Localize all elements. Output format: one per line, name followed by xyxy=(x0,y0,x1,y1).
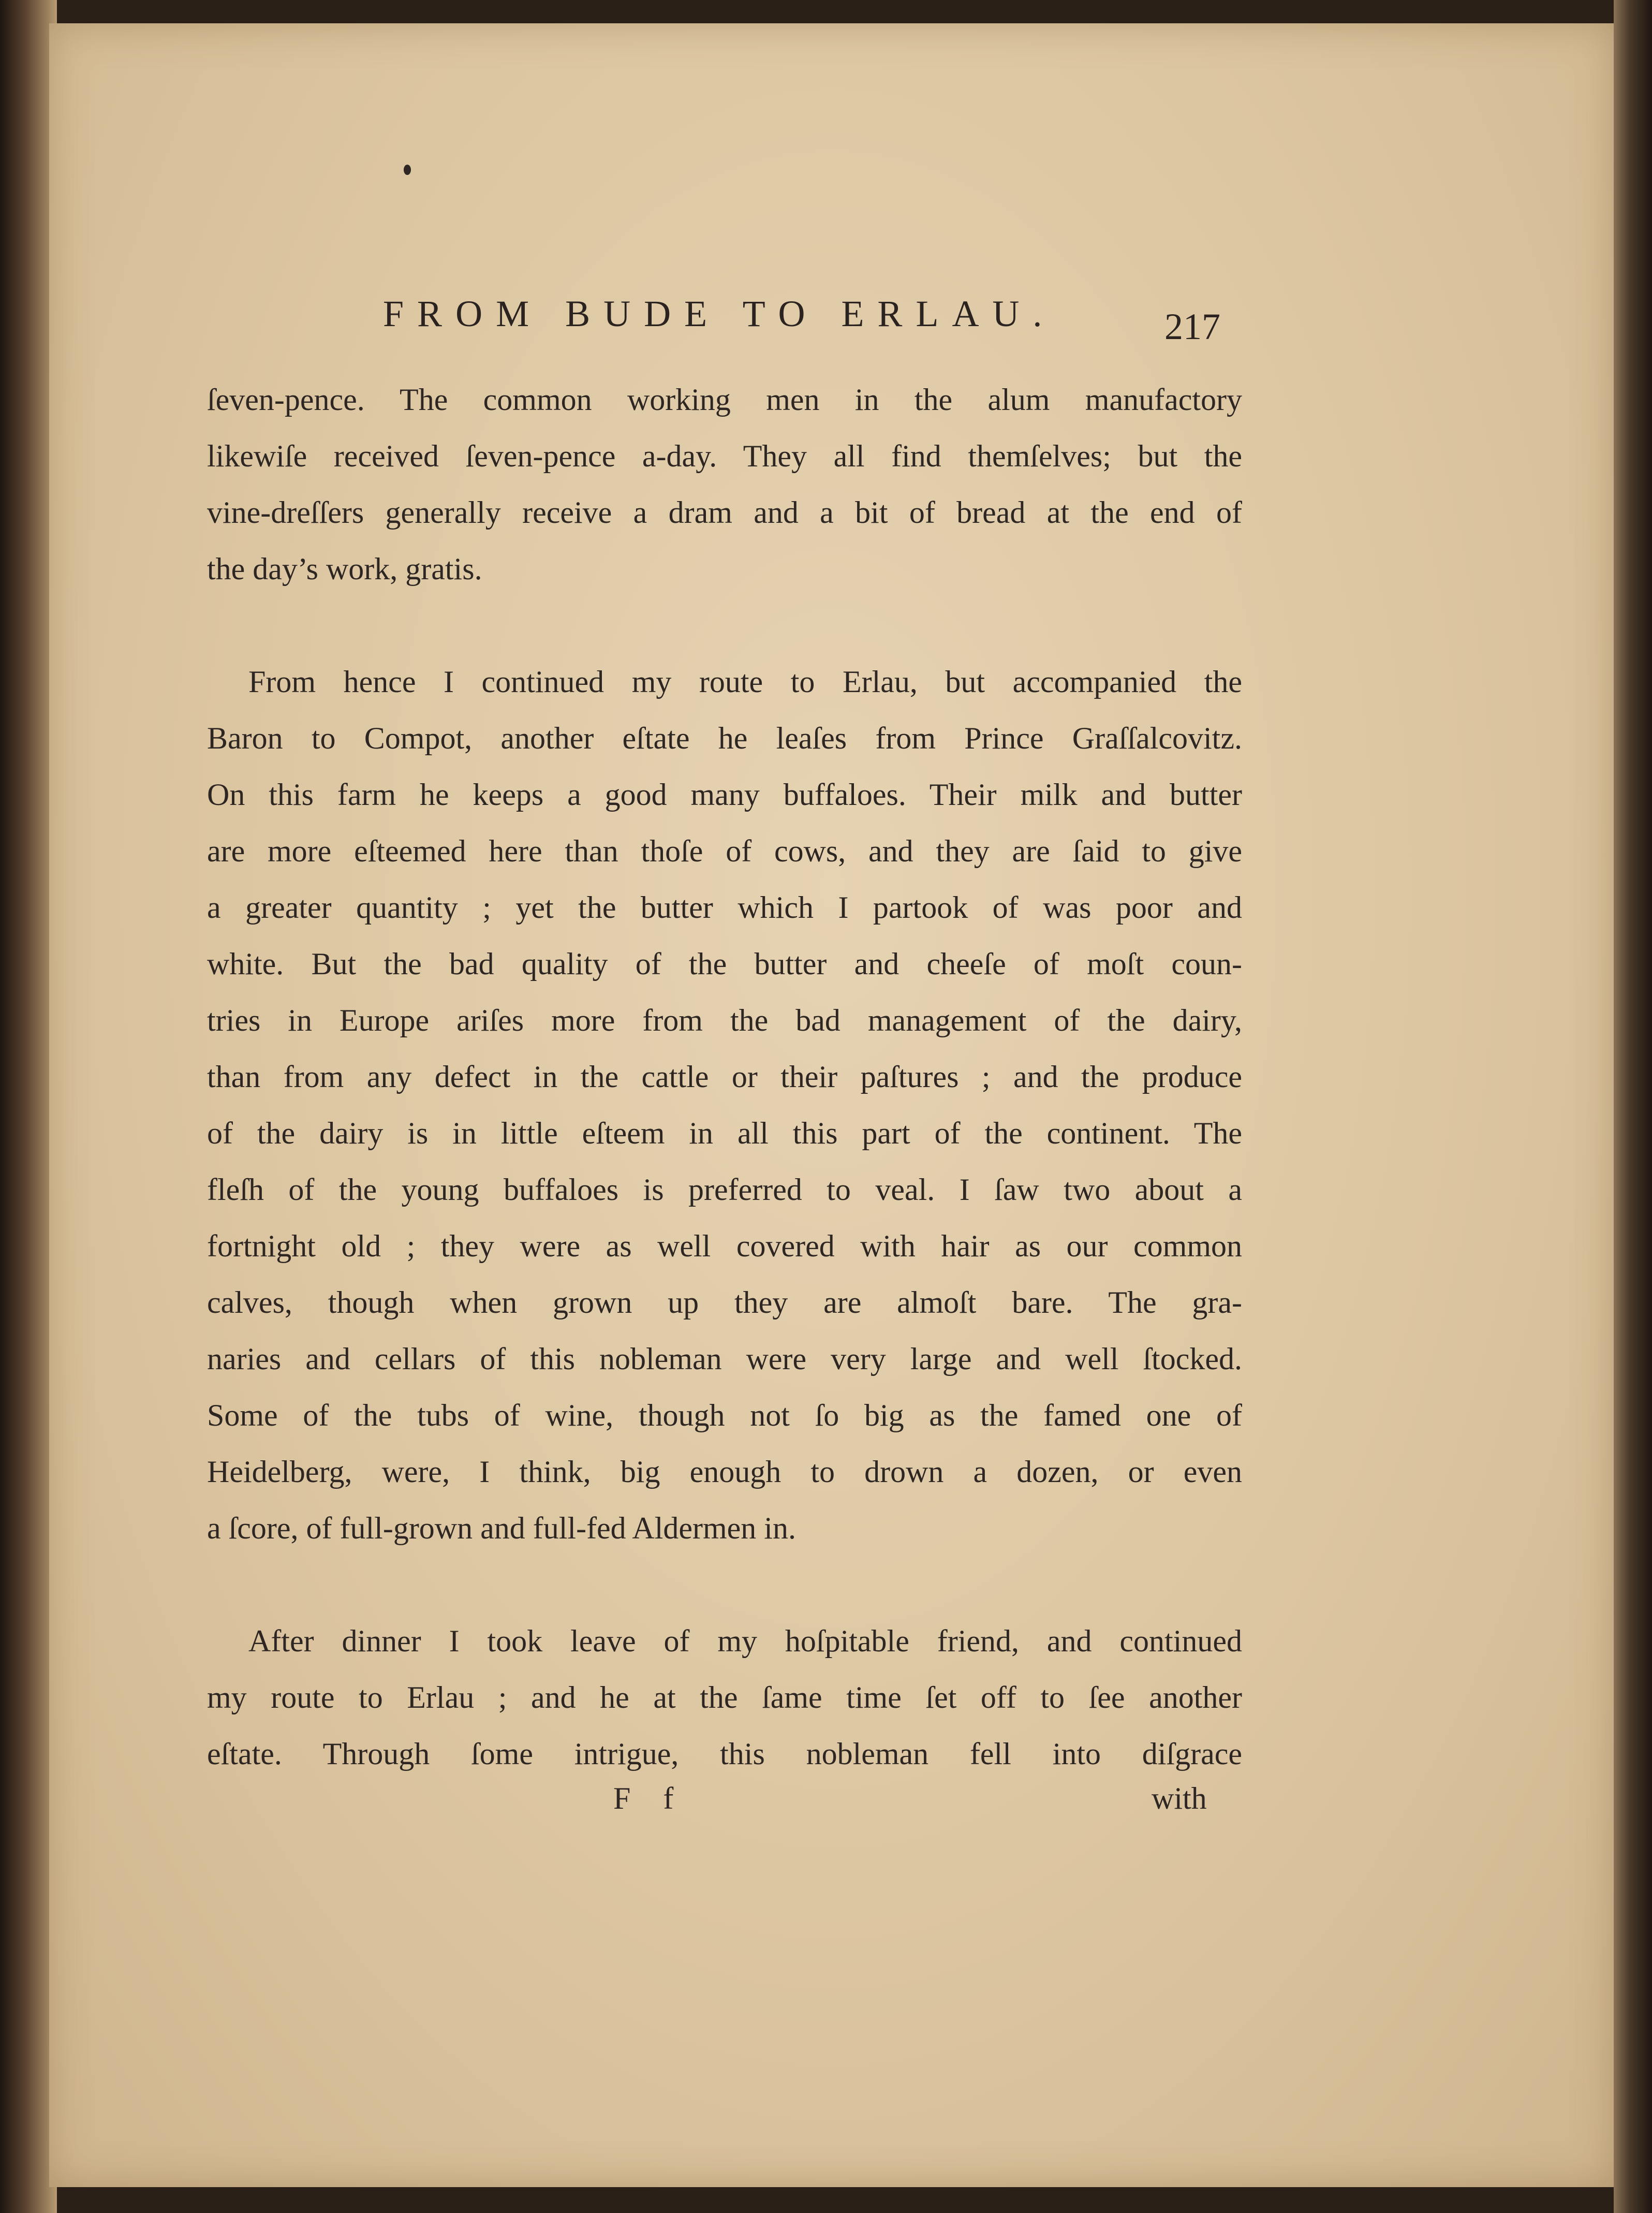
text-line: Some of the tubs of wine, though not ſo big as the famed one of xyxy=(207,1398,1242,1432)
paragraph-3 xyxy=(207,1613,1242,1782)
text-line: of the dairy is in little eſteem in all this part of the continent. The xyxy=(207,1116,1242,1150)
text-line: are more eſteemed here than thoſe of cows, and they are ſaid to give xyxy=(207,834,1242,868)
paragraph-1 xyxy=(207,372,1242,597)
text-line: the day’s work, gratis. xyxy=(207,552,482,586)
text-line: calves, though when grown up they are almoſt bare. The gra- xyxy=(207,1285,1242,1320)
book-spine-edge xyxy=(0,0,57,2213)
text-line: After dinner I took leave of my hoſpitable friend, and continued xyxy=(248,1624,1242,1658)
text-line: From hence I continued my route to Erlau, but accompanied the xyxy=(248,665,1242,699)
signature-mark: F f xyxy=(613,1781,686,1815)
text-line: a ſcore, of full-grown and full-fed Aldermen in. xyxy=(207,1511,796,1545)
text-line: a greater quantity ; yet the butter which I partook of was poor and xyxy=(207,890,1242,925)
page-stack-edge xyxy=(1614,0,1652,2213)
text-line: my route to Erlau ; and he at the ſame time ſet off to ſee another xyxy=(207,1680,1242,1714)
text-line: eſtate. Through ſome intrigue, this nobleman fell into diſgrace xyxy=(207,1737,1242,1771)
ink-speck xyxy=(404,165,411,175)
text-line: vine-dreſſers generally receive a dram and a bit of bread at the end of xyxy=(207,495,1242,530)
text-line: fleſh of the young buffaloes is preferred to veal. I ſaw two about a xyxy=(207,1173,1242,1207)
text-line: tries in Europe ariſes more from the bad management of the dairy, xyxy=(207,1003,1242,1037)
text-line: ſeven-pence. The common working men in the alum manufactory xyxy=(207,383,1242,417)
text-line: On this farm he keeps a good many buffaloes. Their milk and butter xyxy=(207,778,1242,812)
text-line: naries and cellars of this nobleman were very large and well ſtocked. xyxy=(207,1342,1242,1376)
running-title: FROM BUDE TO ERLAU. xyxy=(383,293,1056,334)
body-text xyxy=(207,372,1242,1782)
page-number: 217 xyxy=(1164,306,1220,347)
catchword: with xyxy=(1152,1781,1207,1815)
text-line: white. But the bad quality of the butter and cheeſe of moſt coun- xyxy=(207,947,1242,981)
paragraph-2 xyxy=(207,654,1242,1557)
text-line: Heidelberg, were, I think, big enough to drown a dozen, or even xyxy=(207,1455,1242,1489)
text-line: likewiſe received ſeven-pence a-day. They all find themſelves; but the xyxy=(207,439,1242,473)
text-line: than from any defect in the cattle or their paſtures ; and the produce xyxy=(207,1060,1242,1094)
text-line: Baron to Compot, another eſtate he leaſes from Prince Graſſalcovitz. xyxy=(207,721,1242,755)
text-line: fortnight old ; they were as well covered with hair as our common xyxy=(207,1229,1242,1263)
